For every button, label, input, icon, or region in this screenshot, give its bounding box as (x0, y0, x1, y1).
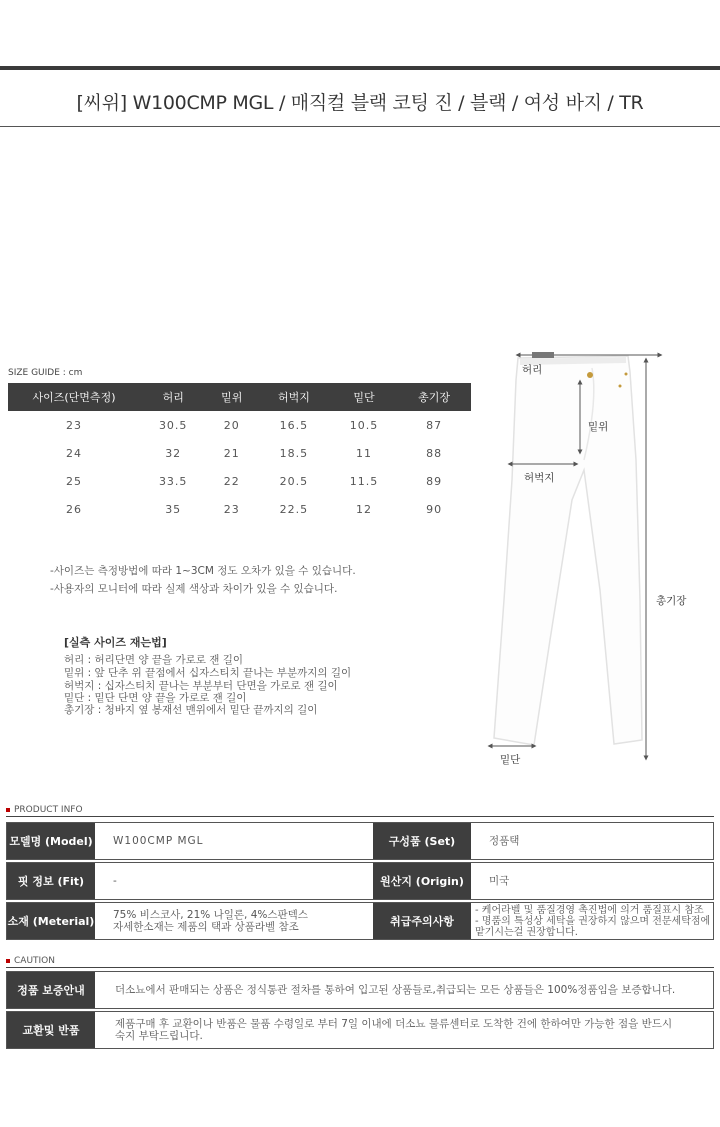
origin-label: 원산지 (Origin) (373, 863, 471, 899)
size-note: -사용자의 모니터에 따라 실제 색상과 차이가 있을 수 있습니다. (50, 583, 338, 595)
table-cell: 87 (426, 418, 443, 432)
size-guide-table (8, 383, 471, 523)
page-title: [씨위] W100CMP MGL / 매직컬 블랙 코팅 진 / 블랙 / 여성 바지 / TR (76, 92, 644, 114)
table-cell: 23 (223, 502, 240, 516)
fit-label: 핏 정보 (Fit) (7, 863, 95, 899)
column-header: 사이즈(단면측정) (8, 383, 140, 411)
fit-value: - (113, 875, 117, 887)
waist-label: 허리 (522, 364, 543, 376)
table-cell: 22 (223, 474, 240, 488)
table-cell: 11 (355, 446, 372, 460)
size-note: -사이즈는 측정방법에 따라 1~3CM 정도 오차가 있을 수 있습니다. (50, 565, 356, 577)
exchange-line: 숙지 부탁드립니다. (115, 1030, 203, 1042)
howto-line: 밑위 : 앞 단추 위 끝점에서 십자스티치 끝나는 부분까지의 길이 (64, 667, 352, 679)
table-cell: 25 (66, 474, 82, 488)
table-cell: 88 (426, 446, 443, 460)
table-cell: 11.5 (349, 474, 379, 488)
column-header: 허벅지 (257, 383, 331, 411)
exchange-label: 교환및 반품 (7, 1012, 95, 1048)
caution-row-guarantee (6, 971, 714, 1009)
column-header: 밑단 (331, 383, 397, 411)
thigh-label: 허벅지 (524, 472, 555, 484)
guarantee-label: 정품 보증안내 (7, 972, 95, 1008)
table-row (8, 495, 471, 523)
top-divider (0, 66, 720, 70)
howto-title: [실측 사이즈 재는법] (64, 636, 167, 649)
pants-diagram (480, 340, 720, 770)
table-cell: 32 (165, 446, 182, 460)
section-rule (6, 967, 714, 968)
table-row (8, 411, 471, 439)
table-cell: 21 (223, 446, 240, 460)
table-cell: 20 (223, 418, 240, 432)
table-cell: 26 (66, 502, 82, 516)
care-line: 맡기시는걸 권장합니다. (475, 926, 578, 938)
caution-row-exchange (6, 1011, 714, 1049)
table-cell: 18.5 (279, 446, 309, 460)
care-line: - 명품의 특성상 세탁을 권장하지 않으며 전문세탁점에 (475, 915, 711, 927)
howto-line: 허리 : 허리단면 양 끝을 가로로 잰 길이 (64, 654, 244, 666)
info-row-model (6, 822, 714, 860)
exchange-line: 제품구매 후 교환이나 반품은 물품 수령일로 부터 7일 이내에 더소뇨 물류센터로 도착한 건에 한하여만 가능한 점을 반드시 (115, 1018, 673, 1030)
material-line: 자세한소재는 제품의 택과 상품라벨 참조 (113, 921, 299, 933)
material-label: 소재 (Meterial) (7, 903, 95, 939)
table-cell: 33.5 (158, 474, 188, 488)
material-line: 75% 비스코사, 21% 나일론, 4%스판덱스 (113, 909, 308, 921)
table-cell: 23 (66, 418, 82, 432)
table-cell: 10.5 (349, 418, 379, 432)
guarantee-value: 더소뇨에서 판매되는 상품은 정식통관 절차를 통하여 입고된 상품들로,취급되는 모든 상품들은 100%정품임을 보증합니다. (115, 984, 676, 996)
set-label: 구성품 (Set) (373, 823, 471, 859)
table-row (8, 439, 471, 467)
title-divider (0, 126, 720, 127)
button-icon (587, 372, 593, 378)
info-row-fit (6, 862, 714, 900)
table-row (8, 467, 471, 495)
column-header: 허리 (140, 383, 206, 411)
howto-line: 밑단 : 밑단 단면 양 끝을 가로로 잰 길이 (64, 692, 247, 704)
jeans-silhouette (494, 356, 642, 745)
table-cell: 22.5 (279, 502, 309, 516)
hem-label: 밑단 (500, 754, 521, 766)
table-cell: 12 (355, 502, 372, 516)
table-cell: 30.5 (158, 418, 188, 432)
product-info-header: PRODUCT INFO (6, 805, 83, 815)
column-header: 총기장 (397, 383, 471, 411)
set-value: 정품택 (489, 835, 520, 847)
table-cell: 16.5 (279, 418, 309, 432)
table-cell: 90 (426, 502, 443, 516)
care-label: 취급주의사항 (373, 903, 471, 939)
exchange-value (95, 1012, 713, 1048)
rise-label: 밑위 (588, 421, 609, 433)
model-label: 모델명 (Model) (7, 823, 95, 859)
column-header: 밑위 (206, 383, 257, 411)
table-cell: 24 (66, 446, 82, 460)
origin-value: 미국 (489, 875, 510, 887)
care-line: - 케어라벨 및 품질경영 촉진법에 의거 품질표시 참조 (475, 904, 704, 916)
section-rule (6, 816, 714, 817)
table-cell: 35 (165, 502, 182, 516)
caution-header: CAUTION (6, 956, 55, 966)
length-label: 총기장 (656, 595, 687, 607)
table-cell: 89 (426, 474, 443, 488)
howto-line: 허벅지 : 십자스티치 끝나는 부분부터 단면을 가로로 잰 길이 (64, 680, 338, 692)
table-cell: 20.5 (279, 474, 309, 488)
care-value (471, 903, 713, 939)
howto-line: 총기장 : 청바지 옆 봉재선 맨위에서 밑단 끝까지의 길이 (64, 704, 318, 716)
material-value (95, 903, 373, 939)
size-guide-label: SIZE GUIDE : cm (8, 368, 83, 378)
info-row-material (6, 902, 714, 940)
model-value: W100CMP MGL (113, 835, 204, 847)
